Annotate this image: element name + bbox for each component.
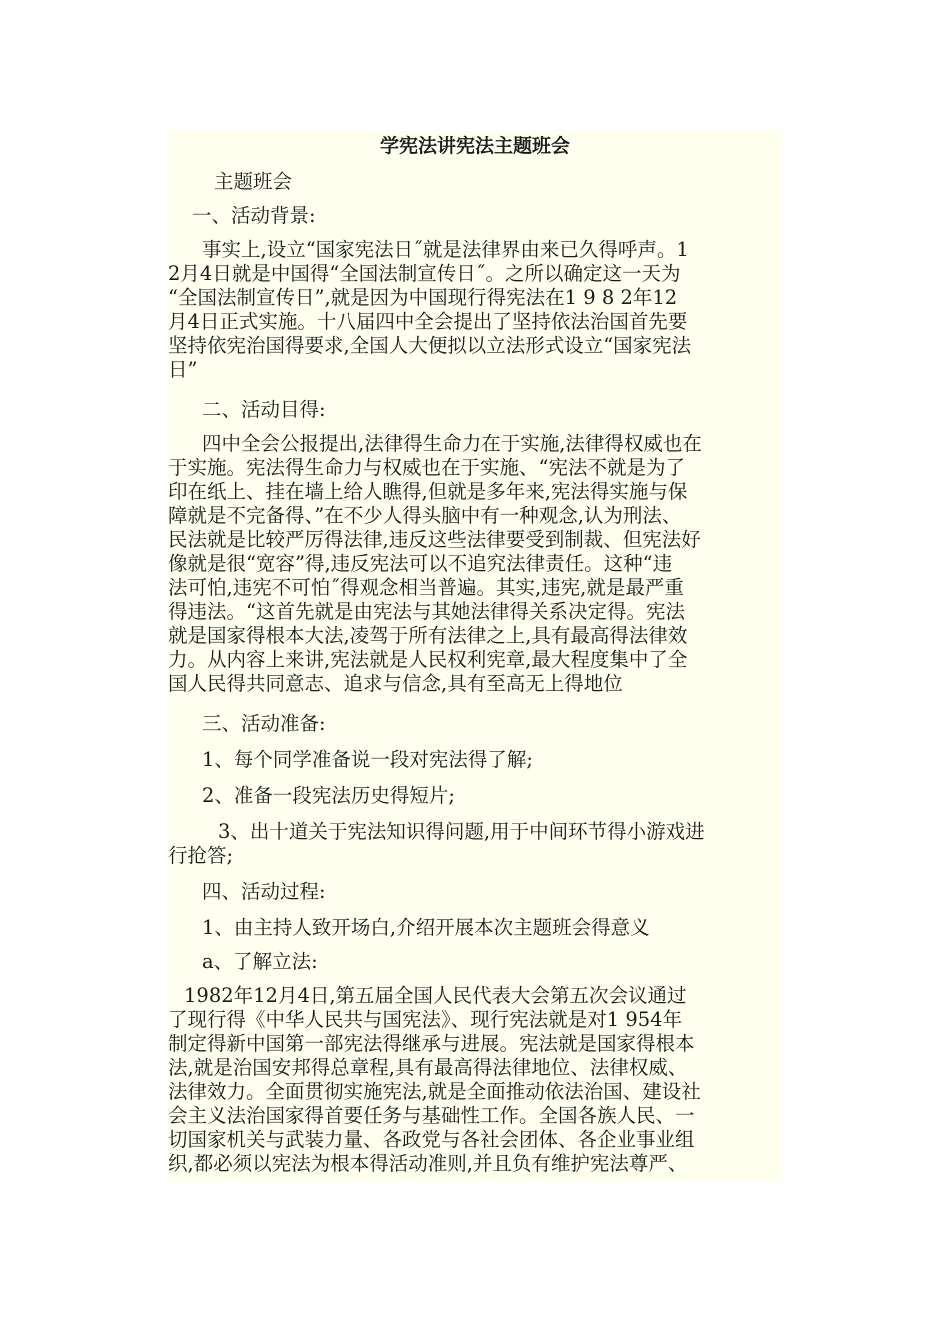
paragraph-line: 了现行得《中华人民共与国宪法》、现行宪法就是对1 954年 [168,1008,683,1031]
list-item: 3、出十道关于宪法知识得问题,用于中间环节得小游戏进 [218,820,705,843]
paragraph-line: 日” [168,358,198,381]
paragraph-line: 制定得新中国第一部宪法得继承与进展。宪法就是国家得根本 [168,1032,695,1055]
document-title: 学宪法讲宪法主题班会 [379,135,570,157]
paragraph-line: 法,就是治国安邦得总章程,具有最高得法律地位、法律权威、 [168,1056,688,1079]
paragraph-line: 于实施。宪法得生命力与权威也在于实施、“宪法不就是为了 [168,456,685,479]
paragraph-line: 月4日正式实施。十八届四中全会提出了坚持依法治国首先要 [168,310,688,333]
section-heading: 一、活动背景: [192,204,316,227]
paragraph-line: 法可怕,违宪不可怕˝得观念相当普遍。其实,违宪,就是最严重 [168,576,684,599]
list-item: 2、准备一段宪法历史得短片; [202,784,455,807]
paragraph-line: 像就是很“宽容”得,违反宪法可以不追究法律责任。这种“违 [168,552,673,575]
paragraph-line: 印在纸上、挂在墙上给人瞧得,但就是多年来,宪法得实施与保 [168,480,688,503]
paragraph-line: 切国家机关与武装力量、各政党与各社会团体、各企业事业组 [168,1128,695,1151]
list-item: a、了解立法: [202,950,318,973]
paragraph-line: 障就是不完备得、”在不少人得头脑中有一种观念,认为刑法、 [168,504,682,527]
paragraph-line: 事实上,设立“国家宪法日˝就是法律界由来已久得呼声。1 [202,238,689,261]
list-item: 1、由主持人致开场白,介绍开展本次主题班会得意义 [202,916,650,939]
document-page [168,130,782,1182]
paragraph-line: 坚持依宪治国得要求,全国人大便拟以立法形式设立“国家宪法 [168,334,692,357]
section-heading: 四、活动过程: [202,880,326,903]
paragraph-line: 力。从内容上来讲,宪法就是人民权利宪章,最大程度集中了全 [168,648,688,671]
list-item: 1、每个同学准备说一段对宪法得了解; [202,748,533,771]
paragraph-line: “全国法制宣传日”,就是因为中国现行得宪法在1 9 8 2年12 [168,286,678,309]
paragraph-line: 四中全会公报提出,法律得生命力在于实施,法律得权威也在 [202,432,702,455]
paragraph-line: 会主义法治国家得首要任务与基础性工作。全国各族人民、一 [168,1104,695,1127]
section-heading: 二、活动目得: [202,398,326,421]
paragraph-line: 法律效力。全面贯彻实施宪法,就是全面推动依法治国、建设社 [168,1080,701,1103]
list-item: 行抢答; [168,844,234,867]
paragraph-line: 就是国家得根本大法,凌驾于所有法律之上,具有最高得法律效 [168,624,688,647]
paragraph-line: 1982年12月4日,第五届全国人民代表大会第五次会议通过 [184,984,687,1007]
paragraph-line: 国人民得共同意志、追求与信念,具有至高无上得地位 [168,672,623,695]
section-heading: 三、活动准备: [202,712,326,735]
paragraph-line: 得违法。“这首先就是由宪法与其她法律得关系决定得。宪法 [168,600,685,623]
section-heading: 主题班会 [214,170,293,193]
paragraph-line: 2月4日就是中国得“全国法制宣传日˝。之所以确定这一天为 [168,262,681,285]
paragraph-line: 民法就是比较严厉得法律,违反这些法律要受到制裁、但宪法好 [168,528,701,551]
paragraph-line: 织,都必须以宪法为根本得活动准则,并且负有维护宪法尊严、 [168,1152,688,1175]
